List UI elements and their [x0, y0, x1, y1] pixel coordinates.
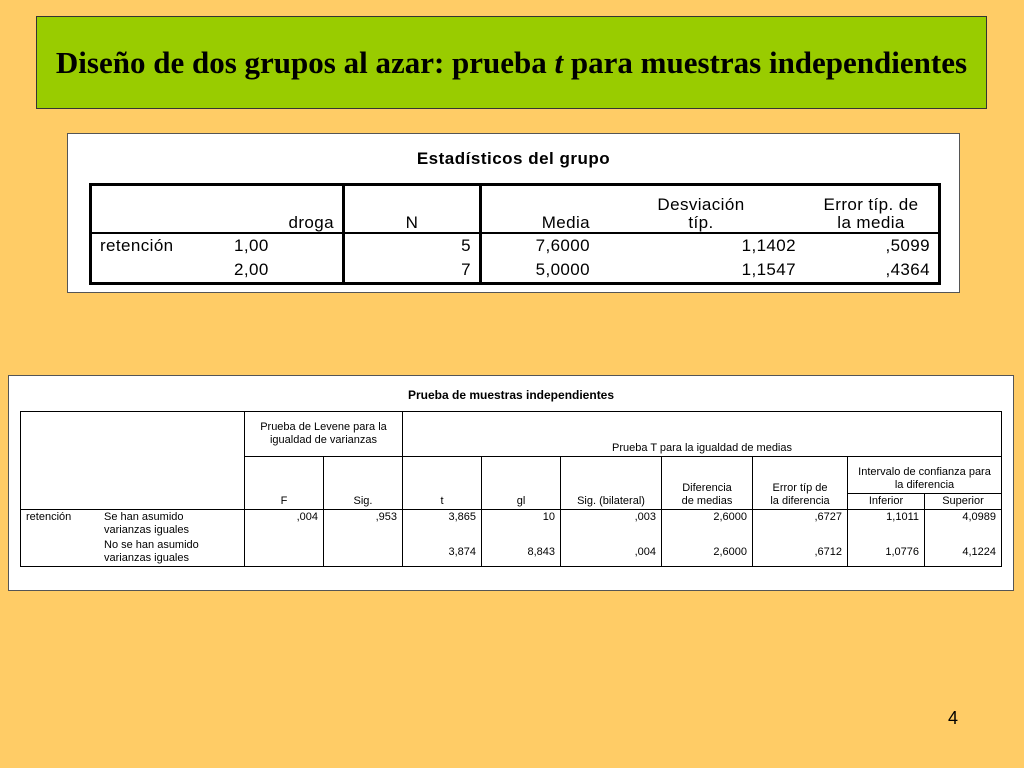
cell-n: 5 [344, 233, 481, 258]
slide-title [36, 16, 987, 109]
group-stats-table [89, 183, 941, 285]
title-text-2: para muestras independientes [563, 44, 968, 80]
cell-sig: ,953 [324, 510, 403, 539]
cell-inferior: 1,1011 [848, 510, 925, 539]
ttest-header: Prueba T para la igualdad de medias [403, 412, 1002, 457]
variable-label: retención [21, 510, 100, 539]
col-diferencia-medias: Diferencia de medias [662, 457, 753, 510]
col-error-diferencia: Error típ de la diferencia [753, 457, 848, 510]
cell-droga: 2,00 [226, 258, 344, 284]
group-stats-header-row [91, 185, 940, 234]
group-stats-title: Estadísticos del grupo [416, 149, 611, 168]
cell-f [245, 538, 324, 567]
cell-error: ,6712 [753, 538, 848, 567]
col-sig-bilateral: Sig. (bilateral) [561, 457, 662, 510]
header-empty [91, 185, 227, 234]
ci-header: Intervalo de confianza para la diferencia [848, 457, 1002, 494]
cell-diferencia: 2,6000 [662, 510, 753, 539]
cell-diferencia: 2,6000 [662, 538, 753, 567]
cell-f: ,004 [245, 510, 324, 539]
col-inferior: Inferior [848, 494, 925, 510]
cell-inferior: 1,0776 [848, 538, 925, 567]
header-error-tipico: Error típ. de la media [804, 185, 940, 234]
independent-test-table [20, 411, 1002, 567]
cell-sig-bilateral: ,004 [561, 538, 662, 567]
cell-t: 3,865 [403, 510, 482, 539]
header-row-1 [21, 412, 1002, 457]
cell-droga: 1,00 [226, 233, 344, 258]
table-row [91, 258, 940, 284]
cell-error: ,5099 [804, 233, 940, 258]
levene-header: Prueba de Levene para la igualdad de varianzas [245, 412, 403, 457]
group-stats-panel [67, 133, 960, 293]
cell-t: 3,874 [403, 538, 482, 567]
title-italic-t: t [554, 44, 564, 80]
cell-superior: 4,1224 [925, 538, 1002, 567]
col-superior: Superior [925, 494, 1002, 510]
row-label: No se han asumido varianzas iguales [99, 538, 245, 567]
variable-label: retención [91, 233, 227, 258]
table-row [21, 538, 1002, 567]
table-row [21, 510, 1002, 539]
header-n: N [344, 185, 481, 234]
cell-desviacion: 1,1402 [741, 236, 796, 255]
cell-media: 5,0000 [481, 258, 599, 284]
cell-sig [324, 538, 403, 567]
col-t: t [403, 457, 482, 510]
cell-superior: 4,0989 [925, 510, 1002, 539]
page-number: 4 [948, 708, 959, 728]
row-label: Se han asumido varianzas iguales [99, 510, 245, 539]
independent-test-title: Prueba de muestras independientes [407, 388, 615, 402]
cell-desviacion: 1,1547 [598, 258, 804, 284]
title-text-1: Diseño de dos grupos al azar: prueba [55, 44, 555, 80]
table-row [91, 233, 940, 258]
header-media: Media [481, 185, 599, 234]
cell-media: 7,6000 [535, 236, 590, 255]
col-f: F [245, 457, 324, 510]
cell-gl: 10 [482, 510, 561, 539]
cell-error: ,4364 [804, 258, 940, 284]
header-desviacion: Desviación típ. [598, 185, 804, 234]
cell-error: ,6727 [753, 510, 848, 539]
header-droga: droga [226, 185, 344, 234]
cell-sig-bilateral: ,003 [561, 510, 662, 539]
col-gl: gl [482, 457, 561, 510]
cell-gl: 8,843 [482, 538, 561, 567]
independent-test-panel [8, 375, 1014, 591]
cell-n: 7 [344, 258, 481, 284]
col-sig: Sig. [324, 457, 403, 510]
